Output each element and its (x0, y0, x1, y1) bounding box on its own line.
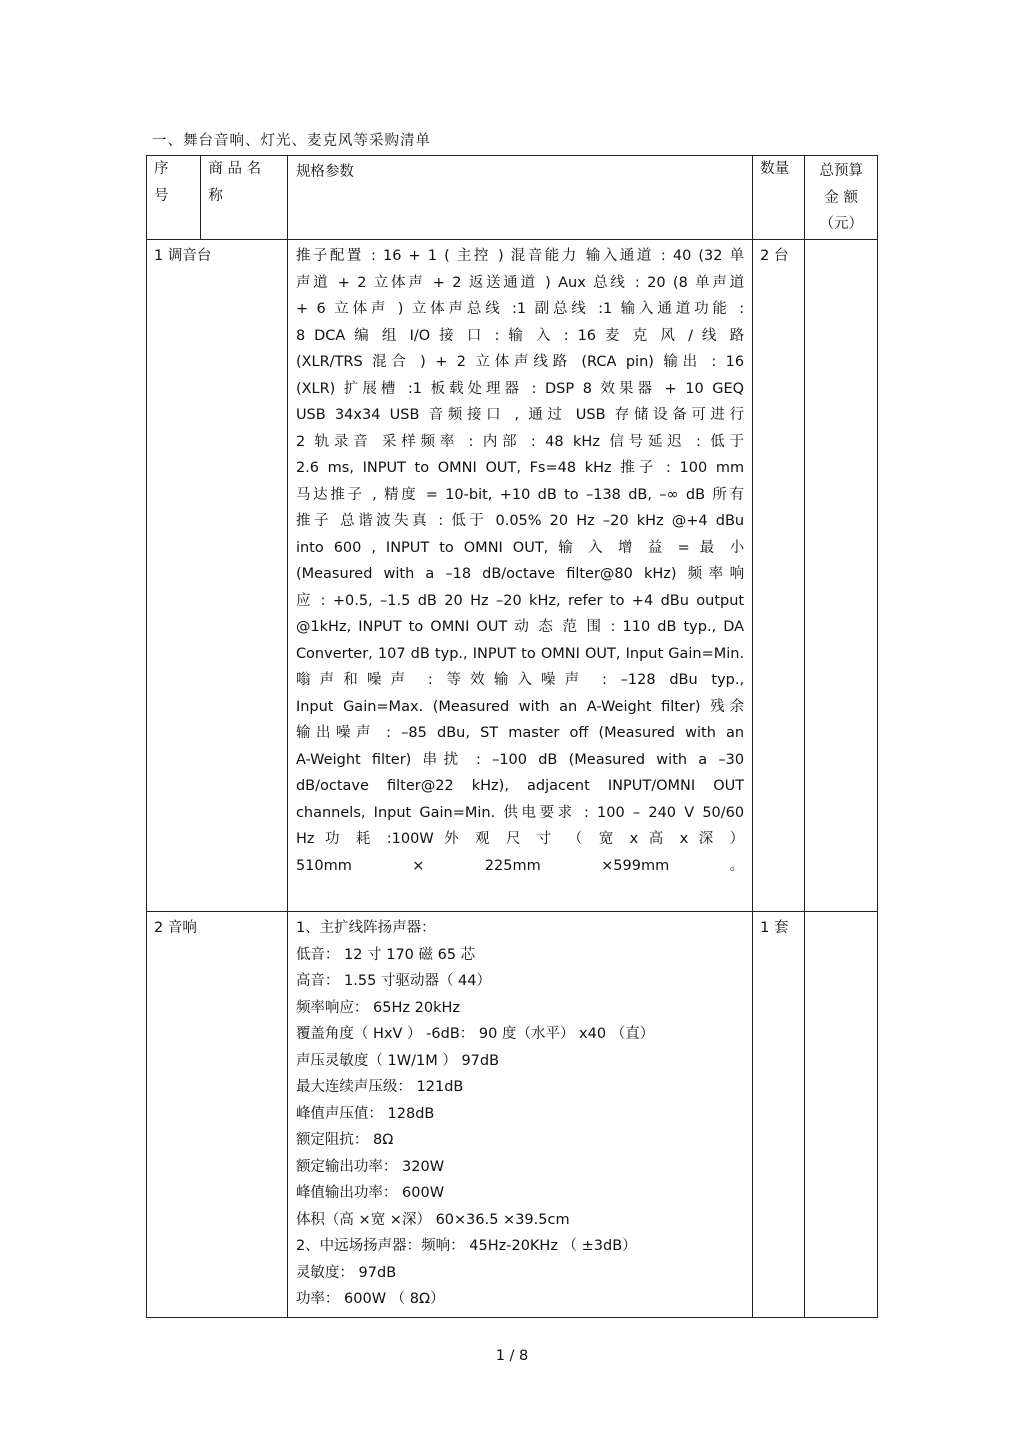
spec-line: Hz 功 耗 :100W 外 观 尺 寸 （ 宽 x 高 x 深 ） (295, 831, 745, 847)
page-number: 1 / 8 (495, 1348, 529, 1364)
spec-line: 功率： 600W （ 8Ω） (295, 1291, 445, 1307)
header-budget-line2: 金 额 (824, 189, 859, 206)
row-1-item-name (147, 240, 288, 912)
procurement-table (146, 155, 878, 1318)
header-spec-label: 规格参数 (295, 164, 354, 180)
spec-line: 高音： 1.55 寸驱动器（ 44） (295, 973, 491, 989)
row-2-item-name (147, 912, 288, 1318)
spec-line: + 6 立体声 ) 立体声总线 :1 副总线 :1 输入通道功能 : (295, 301, 745, 317)
row-2-quantity-value: 1 套 (760, 920, 789, 936)
spec-line: channels, Input Gain=Min. 供电要求 : 100 – 240 V 50/60 (295, 804, 745, 821)
header-quantity-label: 数量 (760, 161, 790, 177)
spec-line: A-Weight filter) 串扰 : –100 dB (Measured with a –30 (295, 751, 745, 768)
spec-line: 510mm × 225mm ×599mm 。 (295, 857, 745, 874)
spec-line: USB 34x34 USB 音频接口 , 通过 USB 存储设备可进行 (295, 407, 745, 423)
spec-line: 额定阻抗： 8Ω (295, 1132, 394, 1148)
spec-line: (XLR/TRS 混合 ) + 2 立体声线路 (RCA pin) 输出 : 16 (295, 354, 745, 370)
spec-line: 2 轨录音 采样频率 : 内部 : 48 kHz 信号延迟 : 低于 (295, 433, 745, 450)
row-1-spec-lines (296, 243, 744, 879)
spec-line: Input Gain=Max. (Measured with an A-Weight filter) 残余 (295, 698, 745, 715)
spec-line: 推子配置 : 16 + 1 ( 主控 ) 混音能力 输入通道 : 40 (32 单 (295, 248, 745, 264)
header-serial-no-line2: 号 (154, 187, 169, 204)
spec-line: 声压灵敏度（ 1W/1M ） 97dB (295, 1052, 500, 1069)
row-1-budget (805, 240, 878, 912)
spec-line: 2.6 ms, INPUT to OMNI OUT, Fs=48 kHz 推子 : 100 mm (295, 460, 745, 476)
header-spec (287, 156, 752, 240)
spec-line: 低音： 12 寸 170 磁 65 芯 (295, 946, 476, 963)
spec-line: 峰值声压值： 128dB (295, 1105, 435, 1122)
spec-line: dB/octave filter@22 kHz), adjacent INPUT/OMNI OUT (295, 778, 745, 794)
spec-line: 马达推子 , 精度 = 10-bit, +10 dB to –138 dB, –∞ dB 所有 (295, 486, 745, 503)
spec-line: 应 : +0.5, –1.5 dB 20 Hz –20 kHz, refer to +4 dBu output (295, 592, 745, 609)
spec-line: 覆盖角度（ HxV ） -6dB： 90 度（水平） x40 （直） (295, 1026, 655, 1042)
spec-line: Converter, 107 dB typ., INPUT to OMNI OUT, Input Gain=Min. (295, 645, 745, 662)
spec-line: 推子 总谐波失真 : 低于 0.05% 20 Hz –20 kHz @+4 dBu (295, 513, 745, 529)
row-2-item-label: 2 音响 (154, 920, 197, 936)
spec-line: 灵敏度： 97dB (295, 1264, 397, 1281)
header-budget-line1: 总预算 (819, 163, 863, 179)
table-row (147, 240, 878, 912)
row-2-budget (805, 912, 878, 1318)
spec-line: into 600 , INPUT to OMNI OUT, 输 入 增 益 = 最 小 (295, 539, 745, 556)
spec-line: 体积（高 ×宽 ×深） 60×36.5 ×39.5cm (295, 1211, 570, 1228)
page-heading: 一、舞台音响、灯光、麦克风等采购清单 (152, 133, 431, 149)
header-product-name (201, 156, 288, 240)
row-2-quantity (753, 912, 805, 1318)
row-1-item-label: 1 调音台 (154, 248, 212, 264)
row-2-spec-lines (296, 915, 744, 1313)
row-1-quantity (753, 240, 805, 912)
header-serial-no (147, 156, 201, 240)
row-2-spec (287, 912, 752, 1318)
spec-line: 额定输出功率： 320W (295, 1158, 445, 1175)
spec-line: (XLR) 扩展槽 :1 板载处理器 : DSP 8 效果器 + 10 GEQ (295, 380, 745, 397)
table-row (147, 912, 878, 1318)
header-total-budget (805, 156, 878, 240)
spec-line: 嗡声和噪声 : 等效输入噪声 : –128 dBu typ., (295, 672, 745, 688)
spec-line: 1、主扩线阵扬声器： (295, 920, 436, 936)
row-1-quantity-value: 2 台 (760, 248, 789, 264)
header-quantity (753, 156, 805, 240)
spec-line: 8 DCA 编 组 I/O 接 口 : 输 入 : 16 麦 克 风 / 线 路 (295, 327, 745, 344)
spec-line: 输出噪声 : –85 dBu, ST master off (Measured with an (295, 725, 745, 741)
spec-line: 频率响应： 65Hz 20kHz (295, 999, 460, 1016)
spec-line: 峰值输出功率： 600W (295, 1185, 445, 1201)
spec-line: 最大连续声压级： 121dB (295, 1079, 464, 1095)
spec-line: (Measured with a –18 dB/octave filter@80 kHz) 频率响 (295, 566, 745, 582)
header-serial-no-line1: 序 (154, 161, 169, 177)
table-header-row (147, 156, 878, 240)
header-product-name-line1: 商 品 名 (208, 161, 262, 177)
header-product-name-line2: 称 (208, 187, 223, 204)
spec-line: 2、中远场扬声器：频响： 45Hz-20KHz （ ±3dB） (295, 1238, 637, 1254)
row-1-spec (287, 240, 752, 912)
spec-line: @1kHz, INPUT to OMNI OUT 动 态 范 围 : 110 dB typ., DA (295, 619, 745, 635)
spec-line: 声道 + 2 立体声 + 2 返送通道 ) Aux 总线 : 20 (8 单声道 (295, 274, 745, 291)
header-budget-line3: （元） (819, 216, 863, 232)
